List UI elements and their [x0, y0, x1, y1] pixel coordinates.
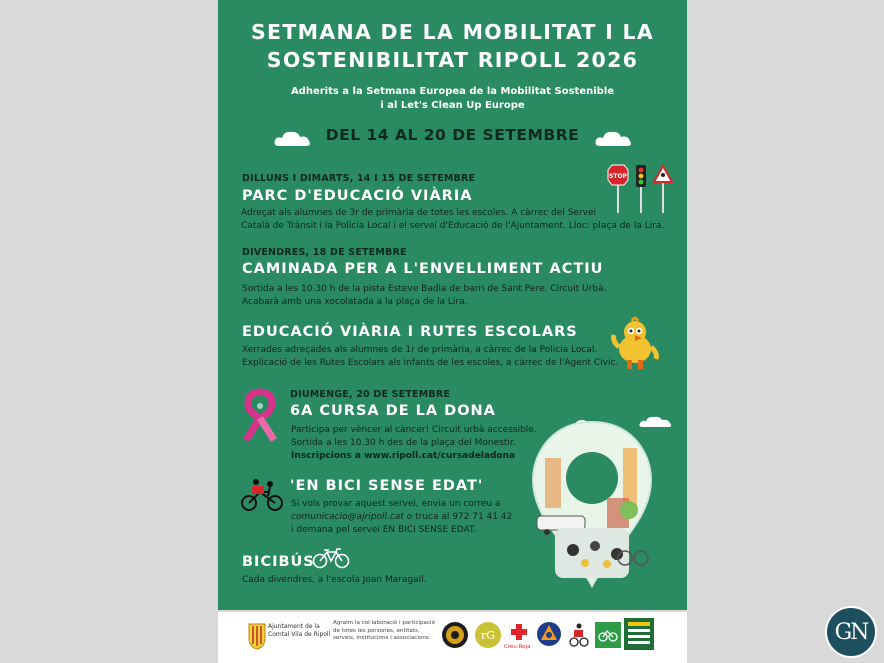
thanks-line-2: de totes les persones, entitats, [333, 627, 420, 634]
thanks-line-1: Agraïm la col·laboració i participació [333, 620, 436, 626]
poster-title [218, 18, 687, 74]
event-5-description [291, 498, 551, 537]
event-6-line-1: Cada divendres, a l'escola Joan Maragall. [242, 575, 427, 585]
event-3-line-1: Xerrades adreçades als alumnes de 1r de primària, a càrrec de la Policia Local. [242, 345, 598, 355]
event-1-line-2: Català de Trànsit i la Policia Local i el servei d'Educació de l'Ajuntament. Lloc: plaça de la Lira. [241, 221, 665, 231]
event-3-description [242, 344, 622, 370]
event-5-line-2 [291, 511, 551, 524]
poster [218, 0, 687, 610]
watermark-logo: GN [825, 606, 877, 658]
sponsor-footer [218, 612, 687, 663]
traffic-signs-icon [605, 163, 675, 215]
event-1-line-1: Adreçat als alumnes de 3r de primària de totes les escoles. A càrrec del Servei [241, 208, 597, 218]
education-program-logo-icon [624, 618, 654, 650]
event-1-heading: PARC D'EDUCACIÓ VIÀRIA [242, 188, 473, 204]
event-3-heading: EDUCACIÓ VIÀRIA I RUTES ESCOLARS [242, 324, 578, 340]
event-4-description [291, 424, 551, 463]
council-name [268, 623, 330, 639]
thanks-note [333, 620, 438, 643]
event-2-description [242, 283, 662, 309]
event-4-line-1: Participa per vèncer al càncer! Circuit urbà accessible. [291, 425, 537, 435]
event-2-date: DIVENDRES, 18 DE SETEMBRE [242, 247, 407, 258]
stop-sign-label: STOP [609, 173, 627, 180]
red-cross-icon [509, 622, 529, 642]
thanks-line-3: serveis, institucions i associacions. [333, 635, 431, 641]
event-5-line-3: i demana pel servei EN BICI SENSE EDAT. [291, 525, 477, 535]
event-5-line-1: Si vols provar aquest servei, envia un correu a [291, 499, 501, 509]
bicycle-icon [312, 547, 350, 569]
bici-sense-edat-logo-icon [568, 620, 590, 650]
event-1-date: DILLUNS I DIMARTS, 14 I 15 DE SETEMBRE [242, 173, 476, 184]
event-dates: DEL 14 AL 20 DE SETEMBRE [325, 126, 580, 144]
title-line-1: SETMANA DE LA MOBILITAT I LA [250, 20, 655, 44]
contact-email: comunicacio@ajripoll.cat [291, 512, 404, 522]
event-3-line-2: Explicació de les Rutes Escolars als infants de les escoles, a càrrec de l'Agent Cívic. [242, 358, 619, 368]
event-2-line-1: Sortida a les 10.30 h de la pista Esteve Badia de barri de Sant Pere. Circuit Urbà. [242, 284, 607, 294]
pink-ribbon-icon [238, 388, 282, 444]
event-6-description [242, 574, 542, 587]
council-name-line-1: Ajuntament de la [268, 623, 320, 630]
council-shield-icon [248, 622, 266, 650]
event-4-registration-link: Inscripcions a www.ripoll.cat/cursadeladona [291, 451, 516, 461]
event-2-heading: CAMINADA PER A L'ENVELLIMENT ACTIU [242, 261, 604, 277]
tricycle-icon [240, 476, 284, 512]
civil-protection-icon [536, 621, 562, 647]
event-5-heading: 'EN BICI SENSE EDAT' [290, 478, 484, 494]
poster-subtitle [218, 85, 687, 113]
bicibus-logo-icon [595, 622, 621, 648]
police-badge-icon [441, 618, 469, 652]
svg-text:rG: rG [480, 629, 496, 642]
council-name-line-2: Comtal Vila de Ripoll [268, 631, 331, 638]
subtitle-line-1: Adherits a la Setmana Europea de la Mobilitat Sostenible [290, 86, 615, 97]
event-4-heading: 6A CURSA DE LA DONA [290, 403, 496, 419]
event-2-line-2: Acabarà amb una xocolatada a la plaça de la Lira. [242, 297, 468, 307]
event-4-date: DIUMENGE, 20 DE SETEMBRE [290, 389, 451, 400]
subtitle-line-2: i al Let's Clean Up Europe [380, 100, 525, 111]
event-4-line-2: Sortida a les 10.30 h des de la plaça del Monestir. [291, 438, 516, 448]
title-line-2: SOSTENIBILITAT RIPOLL 2026 [266, 48, 639, 72]
red-cross-label: Creu Roja [504, 644, 531, 650]
mascot-bird-icon [610, 315, 660, 373]
event-6-heading: BICIBÚS [242, 554, 315, 570]
association-logo-icon [474, 618, 502, 652]
contact-phone: o truca al 972 71 41 42 [403, 512, 513, 522]
